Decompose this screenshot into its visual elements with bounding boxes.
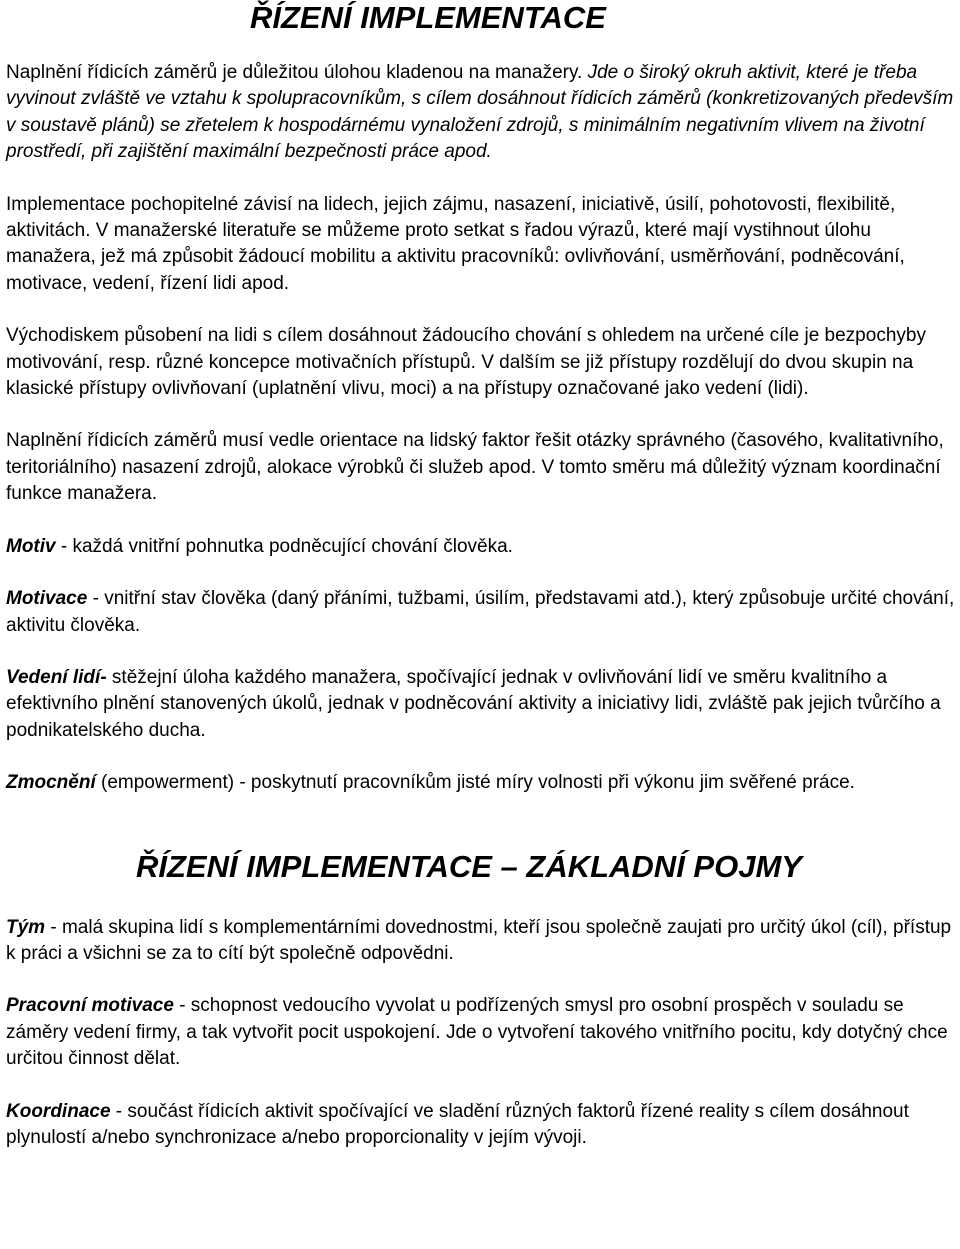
term-label: Zmocnění <box>6 772 96 794</box>
term-text: - vnitřní stav člověka (daný přáními, tužbami, úsilím, představami atd.), který způsobuje určité chování, aktivitu člověka. <box>6 588 955 636</box>
term-text: - každá vnitřní pohnutka podněcující chování člověka. <box>55 535 513 557</box>
definition-tym <box>6 915 960 968</box>
term-text: stěžejní úloha každého manažera, spočívající jednak v ovlivňování lidí ve směru kvalitního a efektivního plnění stanovených úkolů, jednak v podněcování aktivity a iniciativy lidi, zvláště pak jejich tvůrčího a podnikatelského ducha. <box>6 666 941 741</box>
definition-zmocneni <box>6 770 960 796</box>
page-title: ŘÍZENÍ IMPLEMENTACE <box>250 0 606 35</box>
term-label: Pracovní motivace <box>6 995 174 1017</box>
paragraph-intro <box>6 60 960 166</box>
paragraph-implementation: Implementace pochopitelné závisí na lidech, jejich zájmu, nasazení, iniciativě, úsilí, pohotovosti, flexibilitě, aktivitách. V manažerské literatuře se můžeme proto setkat s řadou výrazů, které mají vystihnout úlohu manažera, jež má způsobit žádoucí mobilitu a aktivitu pracovníků: ovlivňování, usměrňování, podněcování, motivace, vedení, řízení lidi apod. <box>6 193 905 294</box>
intro-rest: Jde o široký okruh aktivit, které je třeba vyvinout zvláště ve vztahu k spolupracovníkům, s cílem dosáhnout řídicích záměrů (konkretizovaných především v soustavě plánů) se zřetelem k hospodárnému vynaložení zdrojů, s minimálním negativním vlivem na životní prostředí, při zajištění maximální bezpečnosti práce apod. <box>6 62 954 163</box>
paragraph-motivation: Východiskem působení na lidi s cílem dosáhnout žádoucího chování s ohledem na určené cíle je bezpochyby motivování, resp. různé koncepce motivačních přístupů. V dalším se již přístupy rozdělují do dvou skupin na klasické přístupy ovlivňovaní (uplatnění vlivu, moci) a na přístupy označované jako vedení (lidi). <box>6 325 926 400</box>
term-text: - součást řídicích aktivit spočívající ve sladění různých faktorů řízené reality s cílem dosáhnout plynulostí a/nebo synchronizace a/nebo proporcionality v jejím vývoji. <box>6 1100 909 1148</box>
definition-motivace <box>6 586 960 639</box>
paragraph-coordination: Naplnění řídicích záměrů musí vedle orientace na lidský faktor řešit otázky správného (časového, kvalitativního, teritoriálního) nasazení zdrojů, alokace výrobků či služeb apod. V tomto směru má důležitý význam koordinační funkce manažera. <box>6 430 944 505</box>
intro-sentence: Naplnění řídicích záměrů je důležitou úlohou kladenou na manažery. <box>6 62 583 83</box>
definition-koordinace <box>6 1099 960 1152</box>
term-text: (empowerment) - poskytnutí pracovníkům jisté míry volnosti při výkonu jim svěřené práce. <box>95 772 855 794</box>
definition-pracovni-motivace <box>6 993 960 1072</box>
section-title: ŘÍZENÍ IMPLEMENTACE – ZÁKLADNÍ POJMY <box>136 848 802 884</box>
term-label: Motivace <box>6 588 88 610</box>
term-label: Tým <box>6 916 46 938</box>
term-label: Motiv <box>6 535 56 557</box>
definition-vedeni-lidi <box>6 665 960 744</box>
term-label: Vedení lidí- <box>6 666 107 688</box>
term-text: - schopnost vedoucího vyvolat u podřízených smysl pro osobní prospěch v souladu se záměry vedení firmy, a tak vytvořit pocit uspokojení. Jde o vytvoření takového vnitřního pocitu, kdy dotyčný chce určitou činnost dělat. <box>6 995 948 1070</box>
term-label: Koordinace <box>6 1100 111 1122</box>
term-text: - malá skupina lidí s komplementárními dovednostmi, kteří jsou společně zaujati pro určitý úkol (cíl), přístup k práci a všichni se za to cítí být společně odpovědni. <box>6 916 952 964</box>
definition-motiv <box>6 534 960 560</box>
